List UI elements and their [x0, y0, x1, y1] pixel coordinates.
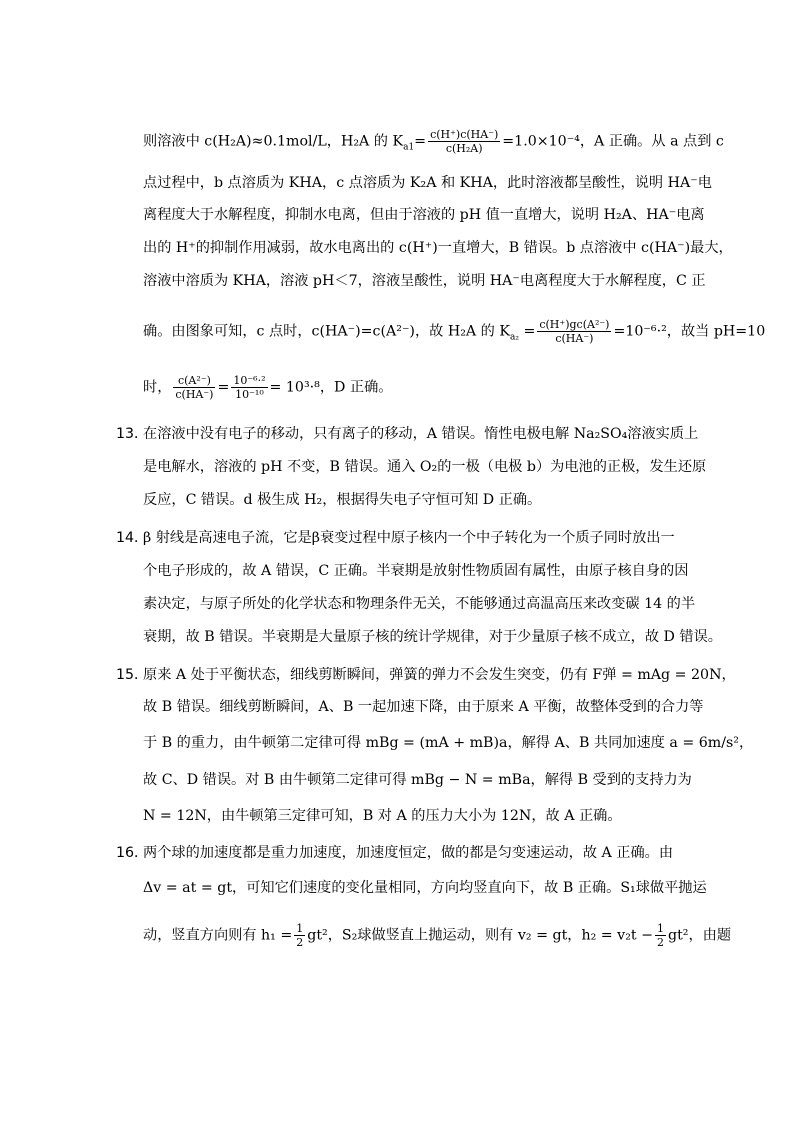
fraction-numerator: 1 [657, 922, 664, 935]
fraction-ka2 [537, 318, 611, 345]
text-line-19: N = 12N，由牛顿第三定律可知，B 对 A 的压力大小为 12N，故 A 正确。 [143, 808, 622, 824]
subscript: a₂ [509, 332, 519, 343]
fraction-powers [231, 374, 267, 401]
question-number-13: 13． [116, 426, 149, 442]
text-line-17: 于 B 的重力，由牛顿第二定律可得 mBg = (mA + mB)a，解得 A、B 共同加速度 a = 6m/s²， [143, 735, 754, 751]
fraction-denominator: c(H₂A) [445, 142, 483, 155]
text-line-3: 离程度大于水解程度，抑制水电离，但由于溶液的 pH 值一直增大，说明 H₂A、HA⁻电离 [143, 207, 705, 223]
fraction-ratio [173, 374, 215, 401]
text-line-9: 是电解水，溶液的 pH 不变，B 错误。通入 O₂的一极（电极 b）为电池的正极，发生还原 [143, 459, 707, 475]
fraction-ka1 [428, 128, 500, 155]
fraction-denominator: 2 [296, 936, 304, 949]
text-line-4: 出的 H⁺的抑制作用减弱，故水电离出的 c(H⁺)一直增大，B 错误。b 点溶液中 c(HA⁻)最大， [143, 240, 733, 256]
fraction-numerator: c(H⁺)c(HA⁻) [430, 128, 499, 141]
fraction-numerator: c(A²⁻) [173, 374, 215, 388]
text-line-2: 点过程中，b 点溶质为 KHA，c 点溶质为 K₂A 和 KHA，此时溶液都呈酸性，说明 HA⁻电 [143, 175, 712, 191]
text-line-20: 两个球的加速度都是重力加速度，加速度恒定，做的都是匀变速运动，故 A 正确。由 [143, 845, 674, 861]
fraction-denominator: 10⁻¹⁰ [235, 388, 264, 401]
text: = [217, 379, 230, 396]
question-number-14: 14． [116, 530, 149, 546]
text-line-12: 个电子形成的，故 A 错误，C 正确。半衰期是放射性物质固有属性，由原子核自身的因 [143, 563, 689, 579]
text-line-10: 反应，C 错误。d 极生成 H₂，根据得失电子守恒可知 D 正确。 [143, 492, 542, 508]
question-number-16: 16． [116, 845, 149, 861]
text: 则溶液中 c(H₂A)≈0.1mol/L，H₂A 的 K [143, 133, 404, 150]
fraction-numerator: 10⁻⁶·² [233, 374, 266, 387]
question-number-15: 15． [116, 667, 149, 683]
fraction-denominator: c(HA⁻) [555, 332, 594, 345]
text: gt²，S₂球做竖直上抛运动，则有 v₂ = gt，h₂ = v₂t − [307, 927, 653, 944]
fraction-numerator: 1 [296, 922, 304, 935]
text-line-8: 在溶液中没有电子的移动，只有离子的移动，A 错误。惰性电极电解 Na₂SO₄溶液实质上 [143, 426, 699, 442]
fraction-denominator: c(HA⁻) [175, 388, 214, 401]
text: =10⁻⁶·²，故当 pH=10 [613, 323, 766, 340]
text: = 10³·⁸，D 正确。 [269, 379, 393, 396]
text: 确。由图象可知，c 点时，c(HA⁻)=c(A²⁻)，故 H₂A 的 K [143, 323, 510, 340]
text-line-1 [143, 128, 724, 157]
text-line-14: 衰期，故 B 错误。半衰期是大量原子核的统计学规律，对于少量原子核不成立，故 D 错误。 [143, 629, 722, 645]
text-line-13: 素决定，与原子所处的化学状态和物理条件无关，不能够通过高温高压来改变碳 14 的半 [143, 596, 696, 612]
text-line-5: 溶液中溶质为 KHA，溶液 pH＜7，溶液呈酸性，说明 HA⁻电离程度大于水解程度，C 正 [143, 273, 706, 289]
fraction-numerator: c(H⁺)gc(A²⁻) [539, 318, 610, 331]
text: =1.0×10⁻⁴，A 正确。从 a 点到 c [502, 133, 724, 150]
fraction-denominator: 2 [657, 936, 664, 949]
text-line-11: β 射线是高速电子流，它是β衰变过程中原子核内一个中子转化为一个质子同时放出一 [143, 530, 675, 546]
text-line-15: 原来 A 处于平衡状态，细线剪断瞬间，弹簧的弹力不会发生突变，仍有 F弹 = mAg = 20N， [143, 667, 736, 683]
text-line-22 [143, 922, 732, 949]
subscript: a1 [403, 142, 415, 153]
text: = [414, 133, 427, 150]
text: gt²，由题 [668, 927, 732, 944]
fraction-half-2 [655, 922, 666, 949]
text: 动，竖直方向则有 h₁ = [143, 927, 293, 944]
text-line-21: Δv = at = gt，可知它们速度的变化量相同，方向均竖直向下，故 B 正确。S₁球做平抛运 [143, 880, 707, 896]
fraction-half-1 [294, 922, 305, 949]
text: 时， [143, 379, 172, 396]
text-line-18: 故 C、D 错误。对 B 由牛顿第二定律可得 mBg − N = mBa，解得 B 受到的支持力为 [143, 772, 692, 788]
text-line-7 [143, 374, 653, 401]
text: = [518, 323, 536, 340]
text-line-16: 故 B 错误。细线剪断瞬间，A、B 一起加速下降，由于原来 A 平衡，故整体受到的合力等 [143, 699, 704, 715]
text-line-6 [143, 318, 766, 347]
